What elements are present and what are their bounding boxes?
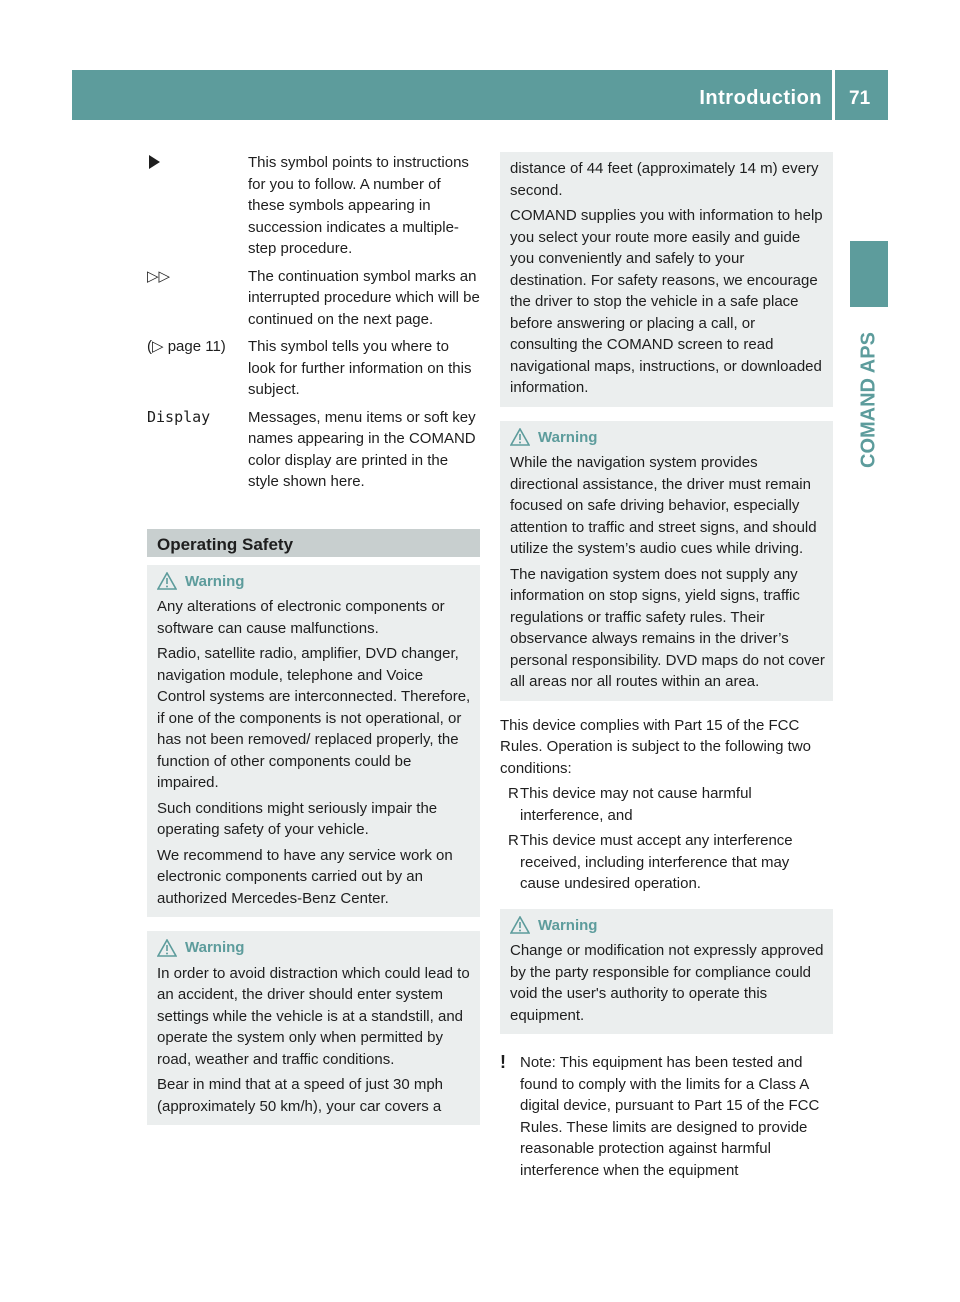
warning-text: In order to avoid distraction which could lead to an accident, the driver should enter system settings while the vehicle is at a standstill, and operate the system only when permitted by road, weather and traffic conditions. (157, 964, 470, 1068)
list-item (500, 783, 833, 826)
bullet-mark: R (508, 832, 519, 849)
warning-panel (500, 909, 833, 1035)
warning-label: Warning (185, 939, 245, 956)
warning-text: Bear in mind that at a speed of just 30 mph (approximately 50 km/h), your car covers a (157, 1076, 444, 1115)
info-panel (500, 152, 833, 407)
warning-icon (157, 939, 177, 957)
arrow-icon (147, 152, 248, 260)
warning-text: Any alterations of electronic components or software can cause malfunctions. (157, 598, 445, 637)
symbol-row (147, 266, 480, 331)
symbol-row (147, 407, 480, 493)
panel-text: distance of 44 feet (approximately 14 m) every second. (510, 160, 819, 199)
list-item (500, 830, 833, 895)
continuation-symbol: ▷▷ (147, 267, 171, 285)
fcc-text: This device complies with Part 15 of the FCC Rules. Operation is subject to the following two conditions: (500, 716, 811, 777)
side-tab (850, 241, 888, 307)
bullet-mark: R (508, 785, 519, 802)
note (500, 1052, 833, 1181)
symbol-row (147, 336, 480, 401)
note-text: Note: This equipment has been tested and found to comply with the limits for a Class A digital device, pursuant to Part 15 of the FCC Rules. These limits are designed to provide reasonable protection against harmful interference when the equipment (520, 1054, 820, 1179)
page-header (72, 70, 888, 120)
warning-text: The navigation system does not supply any information on stop signs, yield signs, traffic regulations or traffic safety rules. Their observance always remains in the driver’s personal responsibility. DVD maps do not cover all areas nor all routes within an area. (510, 565, 825, 690)
page-number: 71 (849, 88, 871, 109)
symbol-row (147, 152, 480, 260)
display-style-symbol: Display (147, 407, 211, 426)
side-label: COMAND APS (857, 332, 880, 468)
warning-heading (157, 571, 472, 593)
warning-heading (157, 937, 472, 959)
symbol-description: This symbol tells you where to look for further information on this subject. (248, 338, 472, 398)
list-item-text: This device must accept any interference received, including interference that may cause undesired operation. (520, 832, 793, 892)
header-divider (832, 70, 835, 120)
warning-text: Change or modification not expressly approved by the party responsible for compliance could void the user's authority to operate this equipment. (510, 942, 824, 1024)
section-title: Operating Safety (147, 529, 480, 557)
header-title: Introduction (699, 87, 822, 109)
warning-text: Such conditions might seriously impair the operating safety of your vehicle. (157, 799, 438, 838)
warning-heading (510, 915, 825, 937)
warning-panel (147, 565, 480, 918)
warning-panel (147, 931, 480, 1125)
warning-text: While the navigation system provides directional assistance, the driver must remain focused on safe driving behavior, especially attention to traffic and street signs, and should utilize the system’s audio cues while driving. (510, 454, 817, 557)
symbol-description: This symbol points to instructions for you to follow. A number of these symbols appearing in succession indicates a multiple-step procedure. (248, 154, 469, 257)
warning-icon (157, 572, 177, 590)
warning-icon (510, 428, 530, 446)
panel-text: COMAND supplies you with information to help you select your route more easily and guide you conveniently and safely to your destination. For safety reasons, we encourage the driver to stop the vehicle in a safe place before answering or placing a call, or consulting the COMAND screen to read navigational maps, instructions, or downloaded information. (510, 207, 823, 396)
warning-text: Radio, satellite radio, amplifier, DVD changer, navigation module, telephone and Voice Control systems are interconnected. Therefore, if one of the components is not operational, or has not been removed/ replaced properly, the function of other components could be impaired. (157, 645, 471, 791)
left-column (147, 152, 480, 1139)
right-column (500, 152, 833, 1181)
page-reference-symbol: (▷ page 11) (147, 338, 226, 355)
warning-label: Warning (185, 572, 245, 590)
symbol-description: Messages, menu items or soft key names appearing in the COMAND color display are printed in the style shown here. (248, 408, 476, 490)
warning-text: We recommend to have any service work on electronic components carried out by an authorized Mercedes-Benz Center. (157, 846, 453, 907)
warning-label: Warning (538, 916, 598, 934)
list-item-text: This device may not cause harmful interference, and (520, 785, 752, 824)
note-icon: ! (500, 1052, 506, 1072)
warning-icon (510, 916, 530, 934)
warning-label: Warning (538, 428, 598, 446)
warning-panel (500, 421, 833, 701)
warning-heading (510, 427, 825, 449)
symbol-description: The continuation symbol marks an interrupted procedure which will be continued on the next page. (248, 267, 480, 328)
